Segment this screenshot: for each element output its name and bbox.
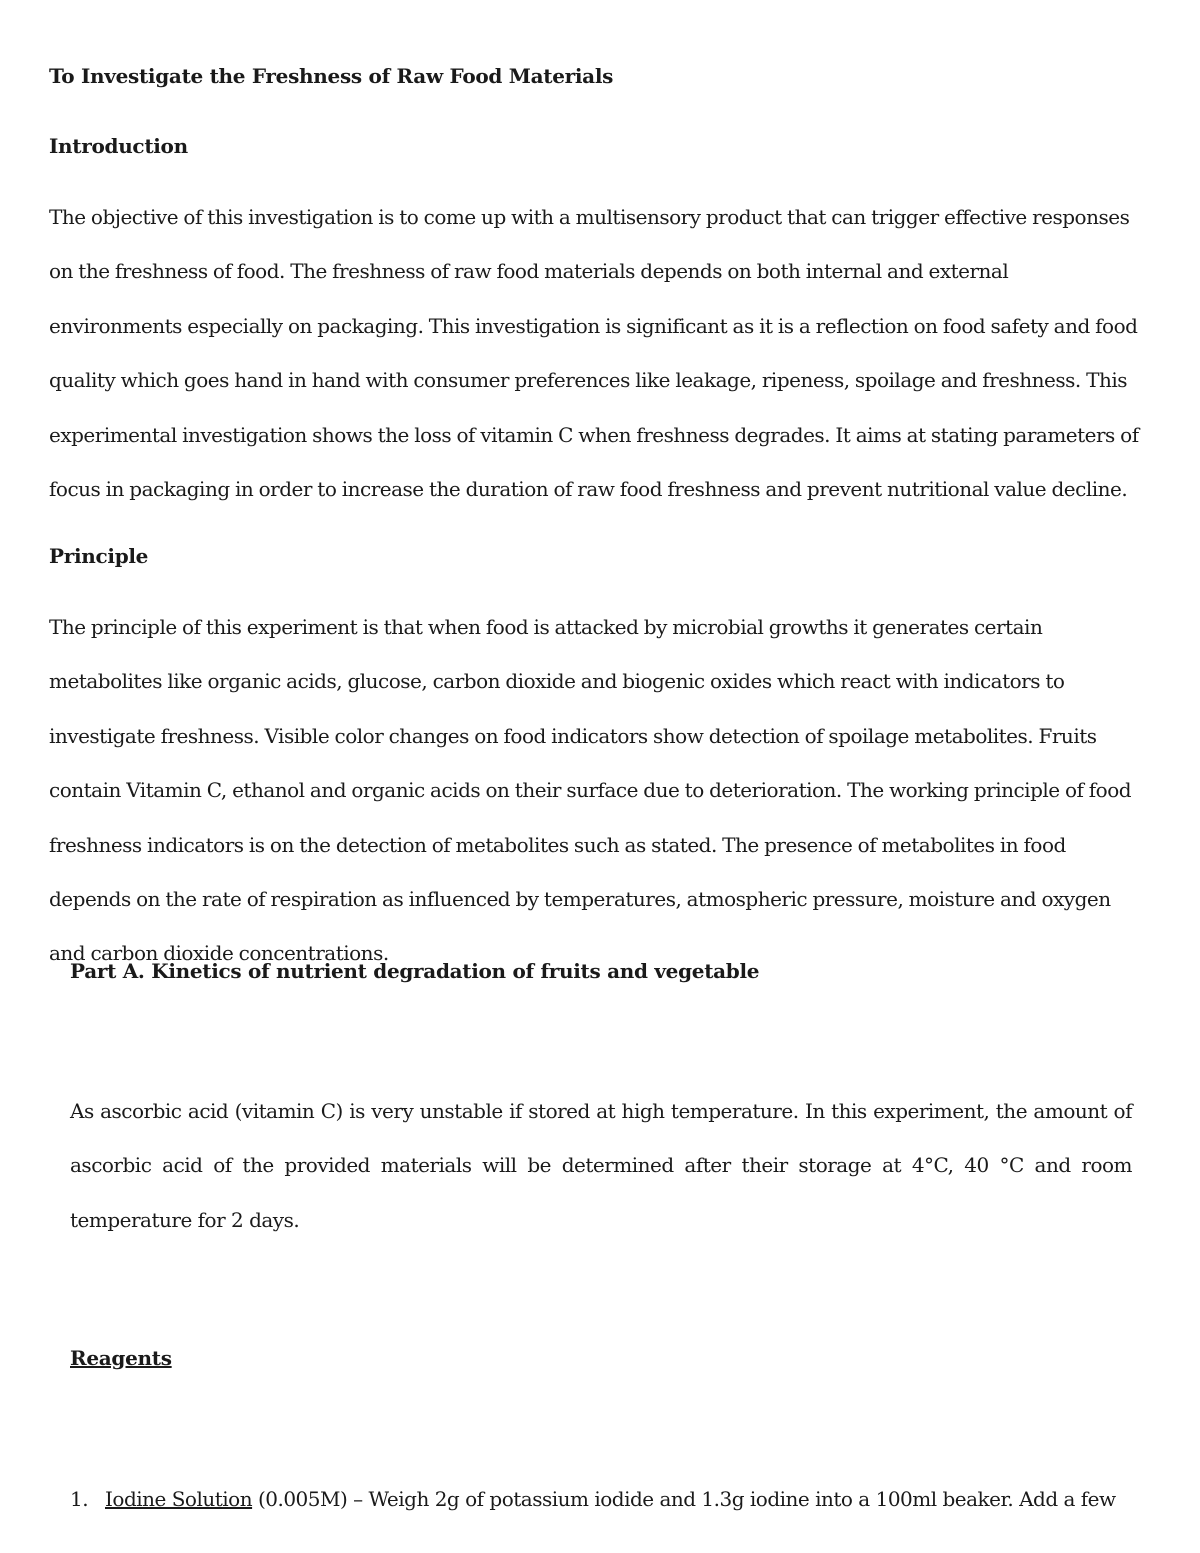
- reagent-name: Iodine Solution: [105, 1487, 253, 1511]
- list-number: 1.: [70, 1487, 89, 1511]
- reagent-description: (0.005M) – Weigh 2g of potassium iodide and 1.3g iodine into a 100ml beaker. Add a few: [252, 1487, 1116, 1511]
- principle-paragraph: The principle of this experiment is that when food is attacked by microbial growths it generates certain metabolites like organic acids, glucose, carbon dioxide and biogenic oxides which react with indicators to investigate freshness. Visible color changes on food indicators show detection of spoilage metabolites. Fruits contain Vitamin C, ethanol and organic acids on their surface due to deterioration. The working principle of food freshness indicators is on the detection of metabolites such as stated. The presence of metabolites in food depends on the rate of respiration as influenced by temperatures, atmospheric pressure, moisture and oxygen and carbon dioxide concentrations.: [49, 615, 1132, 966]
- reagent-list-item: [70, 1472, 1132, 1526]
- part-a-heading: Part A. Kinetics of nutrient degradation of fruits and vegetable: [70, 959, 760, 983]
- part-a-paragraph: As ascorbic acid (vitamin C) is very unstable if stored at high temperature. In this experiment, the amount of ascorbic acid of the provided materials will be determined after their storage at 4°C, 40 °C and room temperature for 2 days.: [70, 1099, 1132, 1232]
- introduction-paragraph: The objective of this investigation is to come up with a multisensory product that can trigger effective responses on the freshness of food. The freshness of raw food materials depends on both internal and external environments especially on packaging. This investigation is significant as it is a reflection on food safety and food quality which goes hand in hand with consumer preferences like leakage, ripeness, spoilage and freshness. This experimental investigation shows the loss of vitamin C when freshness degrades. It aims at stating parameters of focus in packaging in order to increase the duration of raw food freshness and prevent nutritional value decline.: [49, 205, 1139, 502]
- introduction-heading: Introduction: [49, 134, 188, 158]
- principle-heading: Principle: [49, 544, 149, 568]
- reagents-heading: Reagents: [70, 1346, 172, 1370]
- document-title: To Investigate the Freshness of Raw Food Materials: [49, 64, 614, 88]
